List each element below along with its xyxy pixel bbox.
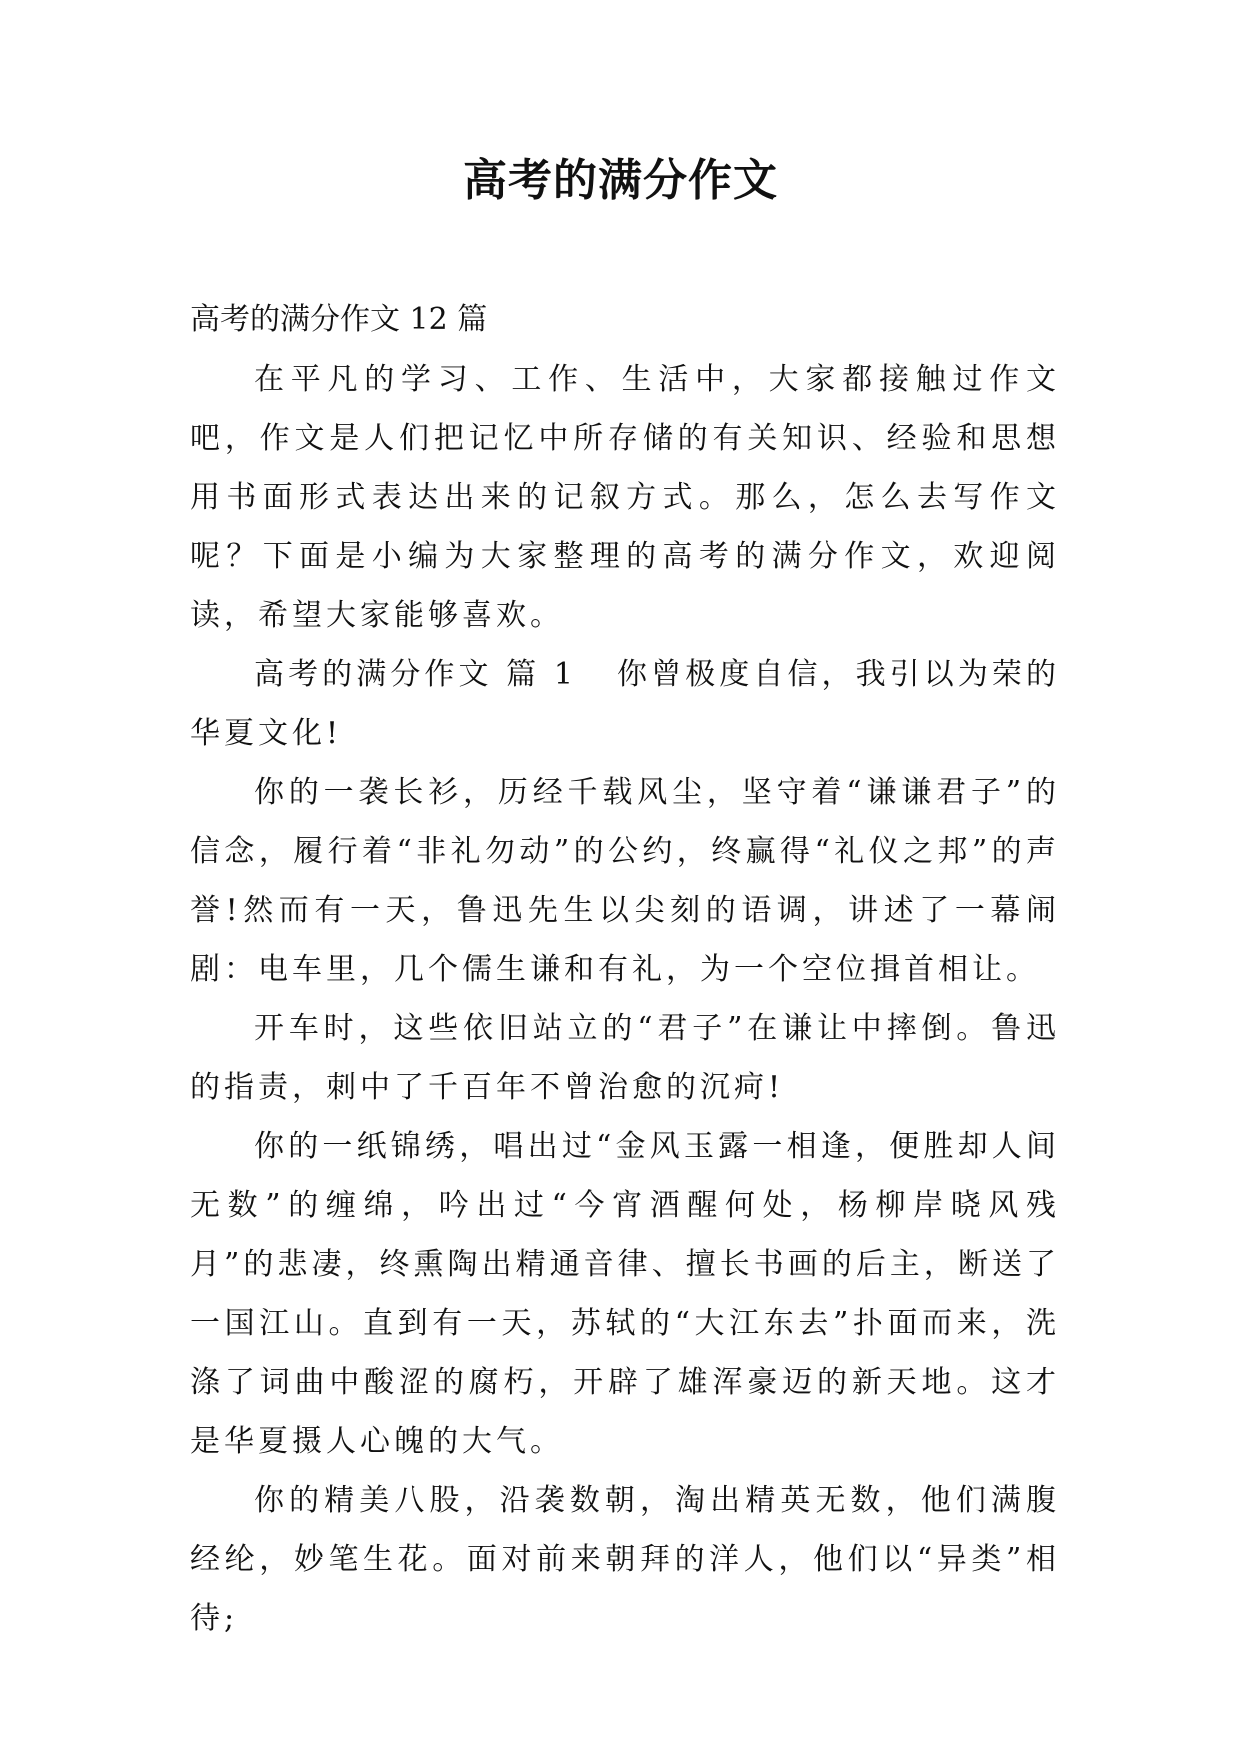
- body-paragraph: 你的一纸锦绣，唱出过“金风玉露一相逢，便胜却人间无数”的缠绵，吟出过“今宵酒醒何处，杨柳岸晓风残月”的悲凄，终熏陶出精通音律、擅长书画的后主，断送了一国江山。直到有一天，苏轼的“大江东去”扑面而来，洗涤了词曲中酸涩的腐朽，开辟了雄浑豪迈的新天地。这才是华夏摄人心魄的大气。: [190, 1129, 1060, 1459]
- document-title: 高考的满分作文: [463, 155, 778, 206]
- document-body: [190, 290, 1060, 1648]
- section-1-heading: 高考的满分作文 篇 1: [254, 657, 577, 692]
- section-1-opening-text: 你曾极度自信，我引以为荣的华夏文化!: [190, 657, 1061, 751]
- intro-paragraph: 在平凡的学习、工作、生活中，大家都接触过作文吧，作文是人们把记忆中所存储的有关知识、经验和思想用书面形式表达出来的记叙方式。那么，怎么去写作文呢？下面是小编为大家整理的高考的满分作文，欢迎阅读，希望大家能够喜欢。: [190, 362, 1060, 633]
- body-paragraph: 你的精美八股，沿袭数朝，淘出精英无数，他们满腹经纶，妙笔生花。面对前来朝拜的洋人，他们以“异类”相待;: [190, 1483, 1060, 1636]
- section-1-paragraph: [190, 645, 1060, 763]
- document-subtitle: 高考的满分作文 12 篇: [190, 302, 488, 337]
- body-paragraph: 你的一袭长衫，历经千载风尘，坚守着“谦谦君子”的信念，履行着“非礼勿动”的公约，终赢得“礼仪之邦”的声誉!然而有一天，鲁迅先生以尖刻的语调，讲述了一幕闹剧：电车里，几个儒生谦和有礼，为一个空位揖首相让。: [190, 775, 1060, 987]
- body-paragraph: 开车时，这些依旧站立的“君子”在谦让中摔倒。鲁迅的指责，刺中了千百年不曾治愈的沉疴!: [190, 1011, 1060, 1105]
